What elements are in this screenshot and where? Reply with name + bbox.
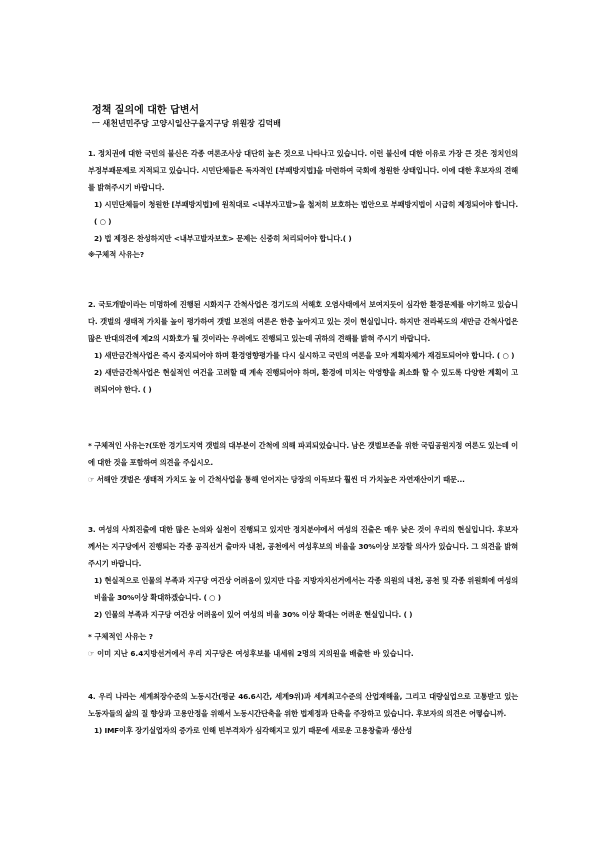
document-title: 정책 질의에 대한 답변서 (92, 105, 200, 116)
question-2-body: 2. 국토개발이라는 미명하에 진행된 시화지구 간척사업은 경기도의 서해호 오염사태에서 보여지듯이 심각한 환경문제를 야기하고 있습니다. 갯벌의 생태적 가치를 높이 평가하여 갯벌 보전의 여론은 한층 높아지고 있는 것이 현실입니다. 하지만 전라북도의 새만금 간척사업은 많은 반대의견에 제2의 시화호가 될 것이라는 우려에도 진행되고 있는데 귀하의 견해를 밝혀 주시기 바랍니다. (88, 300, 518, 343)
question-4 (88, 688, 518, 739)
question-2-answer: ☞ 서해안 갯벌은 생태적 가치도 높 이 간척사업을 통해 얻어지는 당장의 이득보다 훨씬 더 가치높은 자연재산이기 때문... (88, 475, 465, 484)
question-2-option-2: 2) 새만금간척사업은 현실적인 여건을 고려할 때 계속 진행되어야 하며, 환경에 미치는 악영향을 최소화 할 수 있도록 다양한 계획이 고려되어야 한다. ( ) (94, 368, 518, 394)
question-4-option-1: 1) IMF이후 장기실업자의 증가로 인해 빈부격차가 심각해지고 있기 때문에 새로운 고용창출과 생산성 (94, 726, 412, 735)
question-3-option-1: 1) 현실적으로 인물의 부족과 지구당 여건상 어려움이 있지만 다음 지방자치선거에서는 각종 의원의 내천, 공천 및 각종 위원회에 여성의 비율을 30%이상 확대하겠습니다. ( ○ ) (94, 576, 518, 602)
question-1 (88, 145, 518, 247)
question-3-option-2: 2) 인물의 부족과 지구당 여건상 어려움이 있어 여성의 비율 30% 이상 확대는 어려운 현실입니다. ( ) (94, 610, 413, 619)
question-3 (88, 521, 518, 623)
question-2 (88, 296, 518, 398)
question-1-option-2: 2) 법 제정은 찬성하지만 <내부고발자보호> 문제는 신중히 처리되어야 합니다.( ) (94, 234, 352, 243)
question-2-reason-text: * 구체적인 사유는?(또한 경기도지역 갯벌의 대부분이 간척에 의해 파괴되었습니다. 남은 갯벌보존을 위한 국립공원지정 여론도 있는데 이에 대한 것을 포함하여 의견을 주십시오. (88, 441, 518, 467)
document-subtitle: ㅡ 새천년민주당 고양시일산구을지구당 위원장 김덕배 (92, 119, 281, 128)
question-1-option-1: 1) 시민단체들이 청원한 [부패방지법]에 원칙대로 <내부자고발>을 철저히 보호하는 법안으로 부패방지법이 시급히 제정되어야 합니다.( ○ ) (94, 200, 518, 226)
question-1-reason-label: ※구체적 사유는? (88, 250, 145, 259)
question-1-body: 1. 정치권에 대한 국민의 불신은 각종 여론조사상 대단히 높은 것으로 나타나고 있습니다. 이런 불신에 대한 이유로 가장 큰 것은 정치인의 부정부패문제로 지적되고 있습니다. 시민단체들은 독자적인 [부패방지법]을 마련하여 국회에 청원한 상태입니다. 이에 대한 후보자의 견해를 밝혀주시기 바랍니다. (88, 149, 518, 192)
question-2-reason (88, 437, 518, 488)
question-3-reason-label: * 구체적인 사유는 ? (88, 632, 154, 641)
question-3-body: 3. 여성의 사회진출에 대한 많은 논의와 실천이 진행되고 있지만 정치분야에서 여성의 진출은 매우 낮은 것이 우리의 현실입니다. 후보자께서는 지구당에서 진행되는 각종 공직선거 출마자 내천, 공천에서 여성후보의 비율을 30%이상 보장할 의사가 있습니다. 그 의견을 밝혀 주시기 바랍니다. (88, 525, 518, 568)
question-3-answer: ☞ 이미 지난 6.4지방선거에서 우리 지구당은 여성후보를 내세워 2명의 지의원을 배출한 바 있습니다. (88, 649, 414, 658)
question-2-option-1: 1) 새만금간척사업은 즉시 중지되어야 하며 환경영향평가를 다시 실시하고 국민의 여론을 모아 계획자체가 재검토되어야 합니다. ( ○ ) (94, 351, 515, 360)
question-4-body: 4. 우리 나라는 세계최장수준의 노동시간(평균 46.6시간, 세계9위)과 세계최고수준의 산업재해율, 그리고 대량실업으로 고통받고 있는 노동자들의 삶의 질 향상과 고용안정을 위해서 노동시간단축을 위한 법제정과 단축을 주장하고 있습니다. 후보자의 의견은 어떻습니까. (88, 692, 518, 718)
